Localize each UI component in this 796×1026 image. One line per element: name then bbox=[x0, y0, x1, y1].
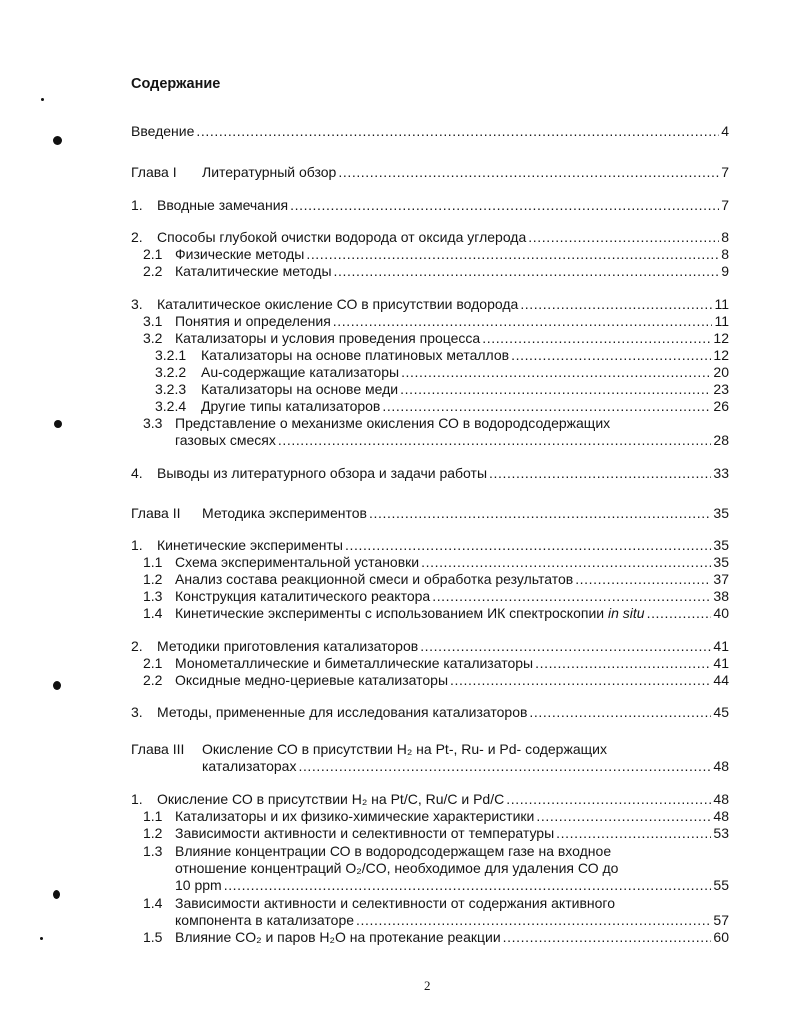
toc-entry-page: 11 bbox=[714, 313, 729, 329]
toc-entry-page: 11 bbox=[714, 296, 729, 312]
dot-leader bbox=[421, 554, 711, 571]
dot-leader bbox=[535, 655, 711, 672]
toc-entry-page: 9 bbox=[721, 263, 729, 279]
toc-entry-number: 3.2.1 bbox=[155, 347, 187, 363]
toc-entry-title: 10 ppm bbox=[175, 877, 222, 893]
toc-entry-page: 57 bbox=[713, 912, 729, 928]
toc-entry-title: Au-содержащие катализаторы bbox=[201, 364, 400, 380]
toc-entry[interactable] bbox=[131, 263, 729, 280]
toc-entry-title: Кинетические эксперименты с использованием ИК спектроскопии in situ bbox=[175, 605, 645, 621]
toc-entry-title: Катализаторы и условия проведения процесса bbox=[175, 330, 481, 346]
toc-entry[interactable] bbox=[131, 843, 729, 860]
toc-entry-title: Оксидные медно-цериевые катализаторы bbox=[175, 672, 449, 688]
toc-entry-page: 28 bbox=[713, 432, 729, 448]
toc-entry[interactable] bbox=[131, 197, 729, 214]
toc-entry-number: 1.5 bbox=[143, 929, 163, 945]
toc-entry-title: Представление о механизме окисления СО в водородсодержащих bbox=[175, 415, 611, 431]
toc-entry-page: 55 bbox=[713, 877, 729, 893]
toc-entry-number: 2. bbox=[131, 638, 143, 654]
dot-leader bbox=[506, 791, 711, 808]
toc-entry-page: 35 bbox=[713, 505, 729, 521]
dot-leader bbox=[333, 313, 713, 330]
toc-entry-title: Влияние CO₂ и паров H₂O на протекание реакции bbox=[175, 929, 501, 945]
toc-entry-title: Катализаторы на основе платиновых металлов bbox=[201, 347, 510, 363]
toc-entry-title: Окисление СО в присутствии H₂ на Pt-, Ru- и Pd- содержащих bbox=[202, 741, 607, 757]
toc-entry-title: Анализ состава реакционной смеси и обработка результатов bbox=[175, 571, 574, 587]
toc-entry[interactable] bbox=[131, 791, 729, 808]
toc-entry-page: 44 bbox=[713, 672, 729, 688]
toc-entry[interactable] bbox=[131, 808, 729, 825]
dot-leader bbox=[432, 588, 711, 605]
toc-entry[interactable] bbox=[131, 313, 729, 330]
dot-leader bbox=[290, 197, 719, 214]
dot-leader bbox=[536, 808, 711, 825]
toc-entry-number: Глава I bbox=[131, 164, 177, 180]
toc-entry-number: 3.3 bbox=[143, 415, 163, 431]
toc-entry-title: газовых смесях bbox=[175, 432, 276, 448]
toc-entry-number: Глава II bbox=[131, 505, 181, 521]
toc-entry[interactable] bbox=[131, 330, 729, 347]
toc-entry-page: 45 bbox=[713, 704, 729, 720]
toc-entry-title: Способы глубокой очистки водорода от оксида углерода bbox=[157, 229, 527, 245]
toc-entry-number: 4. bbox=[131, 465, 143, 481]
dot-leader bbox=[575, 571, 711, 588]
scan-speck bbox=[53, 890, 60, 899]
toc-entry-number: 1. bbox=[131, 537, 143, 553]
toc-entry[interactable] bbox=[131, 554, 729, 571]
toc-entry-continuation[interactable] bbox=[131, 432, 729, 449]
toc-entry[interactable] bbox=[131, 505, 729, 522]
toc-entry-page: 37 bbox=[713, 571, 729, 587]
toc-entry-title: Методика экспериментов bbox=[202, 505, 367, 521]
toc-entry[interactable] bbox=[131, 895, 729, 912]
toc-entry-number: 3.1 bbox=[143, 313, 163, 329]
toc-entry-page: 12 bbox=[713, 347, 729, 363]
dot-leader bbox=[489, 465, 711, 482]
toc-entry-page: 4 bbox=[721, 123, 729, 139]
toc-entry-number: 2.2 bbox=[143, 672, 163, 688]
toc-entry-page: 40 bbox=[713, 605, 729, 621]
toc-entry-title: Кинетические эксперименты bbox=[157, 537, 343, 553]
toc-entry-title: Схема экспериментальной установки bbox=[175, 554, 420, 570]
toc-entry[interactable] bbox=[131, 164, 729, 181]
toc-entry[interactable] bbox=[131, 381, 729, 398]
toc-entry[interactable] bbox=[131, 415, 729, 432]
dot-leader bbox=[298, 758, 711, 775]
dot-leader bbox=[420, 638, 711, 655]
toc-entry-page: 12 bbox=[713, 330, 729, 346]
toc-entry[interactable] bbox=[131, 537, 729, 554]
dot-leader bbox=[356, 912, 711, 929]
toc-entry-title: Катализаторы на основе меди bbox=[201, 381, 399, 397]
toc-entry-title: отношение концентраций O₂/CO, необходимое для удаления СО до bbox=[175, 860, 619, 876]
toc-entry-title: Конструкция каталитического реактора bbox=[175, 588, 431, 604]
toc-entry-page: 41 bbox=[713, 638, 729, 654]
dot-leader bbox=[503, 929, 712, 946]
toc-entry-page: 41 bbox=[713, 655, 729, 671]
toc-entry-page: 48 bbox=[713, 791, 729, 807]
toc-entry-page: 20 bbox=[713, 364, 729, 380]
toc-entry-title: Зависимости активности и селективности от содержания активного bbox=[175, 895, 615, 911]
toc-entry[interactable] bbox=[131, 638, 729, 655]
toc-entry-title: Зависимости активности и селективности от температуры bbox=[175, 825, 555, 841]
toc-entry-page: 38 bbox=[713, 588, 729, 604]
toc-entry-page: 7 bbox=[721, 164, 729, 180]
toc-entry-number: 1.3 bbox=[143, 843, 163, 859]
toc-entry-number: 2. bbox=[131, 229, 143, 245]
toc-entry-title: Физические методы bbox=[175, 246, 305, 262]
toc-entry-title: Катализаторы и их физико-химические характеристики bbox=[175, 808, 535, 824]
toc-entry-page: 53 bbox=[713, 825, 729, 841]
toc-entry-title: Каталитические методы bbox=[175, 263, 332, 279]
toc-entry-title: Окисление СО в присутствии H₂ на Pt/C, Ru/C и Pd/C bbox=[157, 791, 505, 807]
toc-entry-title: Другие типы катализаторов bbox=[201, 398, 381, 414]
dot-leader bbox=[338, 164, 719, 181]
dot-leader bbox=[334, 263, 720, 280]
dot-leader bbox=[278, 432, 712, 449]
dot-leader bbox=[511, 347, 711, 364]
toc-entry-number: Глава III bbox=[131, 741, 185, 757]
toc-entry-number: 1.1 bbox=[143, 554, 163, 570]
toc-entry-title: Введение bbox=[131, 123, 195, 139]
toc-entry-page: 26 bbox=[713, 398, 729, 414]
toc-entry[interactable] bbox=[131, 347, 729, 364]
toc-entry-number: 1.2 bbox=[143, 571, 163, 587]
toc-entry-number: 1.3 bbox=[143, 588, 163, 604]
toc-entry-number: 3. bbox=[131, 704, 143, 720]
page-number: 2 bbox=[424, 978, 431, 993]
toc-entry[interactable] bbox=[131, 672, 729, 689]
toc-entry-number: 3.2 bbox=[143, 330, 163, 346]
toc-entry-title: катализаторах bbox=[202, 758, 297, 774]
toc-entry[interactable] bbox=[131, 704, 729, 721]
toc-entry-page: 7 bbox=[721, 197, 729, 213]
toc-entry[interactable] bbox=[131, 588, 729, 605]
toc-entry-number: 3.2.2 bbox=[155, 364, 187, 380]
toc-entry-title: Методики приготовления катализаторов bbox=[157, 638, 419, 654]
dot-leader bbox=[482, 330, 711, 347]
toc-entry-page: 35 bbox=[713, 537, 729, 553]
toc-entry[interactable] bbox=[131, 605, 729, 622]
dot-leader bbox=[520, 296, 712, 313]
toc-entry-continuation[interactable] bbox=[131, 877, 729, 894]
toc-entry-title: Влияние концентрации СО в водородсодержащем газе на входное bbox=[175, 843, 612, 859]
scan-speck bbox=[53, 136, 62, 145]
toc-entry-title: Монометаллические и биметаллические катализаторы bbox=[175, 655, 534, 671]
toc-entry[interactable] bbox=[131, 571, 729, 588]
toc-entry[interactable] bbox=[131, 929, 729, 946]
toc-entry-number: 1. bbox=[131, 791, 143, 807]
toc-entry-page: 35 bbox=[713, 554, 729, 570]
toc-entry-number: 2.1 bbox=[143, 246, 163, 262]
scan-speck bbox=[53, 681, 61, 690]
scan-speck bbox=[54, 420, 62, 428]
dot-leader bbox=[556, 825, 711, 842]
toc-entry-number: 2.1 bbox=[143, 655, 163, 671]
dot-leader bbox=[224, 877, 712, 894]
dot-leader bbox=[196, 123, 719, 140]
dot-leader bbox=[382, 398, 711, 415]
toc-entry-number: 1.2 bbox=[143, 825, 163, 841]
toc-entry-number: 1.4 bbox=[143, 605, 163, 621]
toc-entry-title: компонента в катализаторе bbox=[175, 912, 355, 928]
toc-entry-page: 48 bbox=[713, 758, 729, 774]
toc-entry-title: Выводы из литературного обзора и задачи работы bbox=[157, 465, 488, 481]
toc-entry-page: 23 bbox=[713, 381, 729, 397]
toc-entry-page: 33 bbox=[713, 465, 729, 481]
toc-entry-page: 48 bbox=[713, 808, 729, 824]
dot-leader bbox=[345, 537, 711, 554]
toc-entry-title: Методы, примененные для исследования катализаторов bbox=[157, 704, 528, 720]
toc-entry-page: 60 bbox=[713, 929, 729, 945]
toc-entry-number: 3.2.4 bbox=[155, 398, 187, 414]
toc-entry-number: 1.1 bbox=[143, 808, 163, 824]
toc-entry-title: Литературный обзор bbox=[202, 164, 337, 180]
toc-entry-number: 1. bbox=[131, 197, 143, 213]
toc-entry[interactable] bbox=[131, 246, 729, 263]
toc-entry[interactable] bbox=[131, 825, 729, 842]
dot-leader bbox=[369, 505, 711, 522]
toc-entry[interactable] bbox=[131, 229, 729, 246]
toc-entry-continuation[interactable] bbox=[131, 912, 729, 929]
toc-entry-page: 8 bbox=[721, 246, 729, 262]
toc-entry-continuation[interactable] bbox=[131, 758, 729, 775]
dot-leader bbox=[306, 246, 719, 263]
dot-leader bbox=[450, 672, 711, 689]
toc-entry-number: 1.4 bbox=[143, 895, 163, 911]
toc-entry-title: Каталитическое окисление СО в присутствии водорода bbox=[157, 296, 519, 312]
toc-entry-number: 3. bbox=[131, 296, 143, 312]
dot-leader bbox=[529, 704, 711, 721]
scan-speck bbox=[41, 98, 44, 101]
scan-speck bbox=[40, 937, 43, 940]
dot-leader bbox=[401, 364, 711, 381]
toc-entry[interactable] bbox=[131, 655, 729, 672]
toc-entry-title: Вводные замечания bbox=[157, 197, 289, 213]
toc-entry-number: 3.2.3 bbox=[155, 381, 187, 397]
dot-leader bbox=[400, 381, 711, 398]
dot-leader bbox=[647, 605, 712, 622]
toc-entry[interactable] bbox=[131, 465, 729, 482]
toc-heading: Содержание bbox=[131, 76, 221, 92]
toc-entry[interactable] bbox=[131, 296, 729, 313]
dot-leader bbox=[528, 229, 719, 246]
toc-entry-page: 8 bbox=[721, 229, 729, 245]
toc-entry[interactable] bbox=[131, 741, 729, 758]
toc-entry[interactable] bbox=[131, 123, 729, 140]
toc-entry-number: 2.2 bbox=[143, 263, 163, 279]
toc-entry-title: Понятия и определения bbox=[175, 313, 331, 329]
toc-entry[interactable] bbox=[131, 398, 729, 415]
toc-entry-continuation[interactable] bbox=[131, 860, 729, 877]
toc-entry[interactable] bbox=[131, 364, 729, 381]
